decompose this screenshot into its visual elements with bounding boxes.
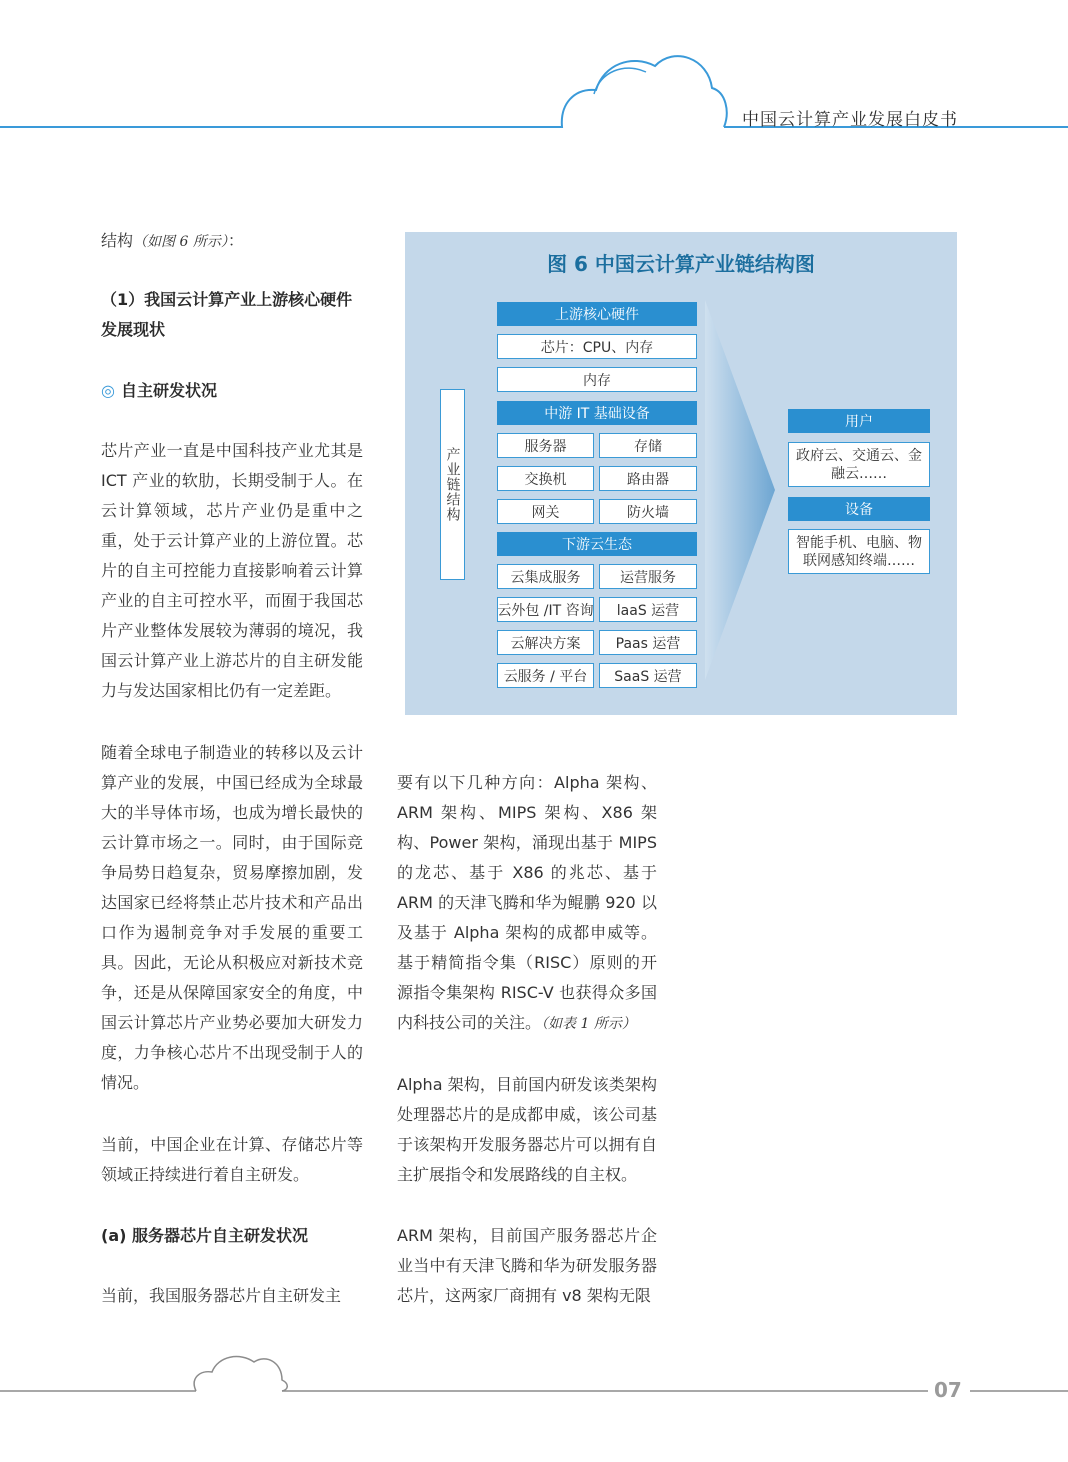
footer-cloud-decoration [0,1340,1068,1420]
header-title: 中国云计算产业发展白皮书 [742,110,958,130]
right-paragraph-2: Alpha 架构，目前国内研发该类架构处理器芯片的是成都申威，该公司基于该架构开发服务器芯片可以拥有自主扩展指令和发展路线的自主权。 [397,1075,657,1184]
midstream-item: 服务器 [497,433,594,458]
downstream-item: 运营服务 [599,564,697,589]
midstream-item: 防火墙 [599,499,697,524]
cloud-icon [0,56,727,127]
left-paragraph-2: 随着全球电子制造业的转移以及云计算产业的发展，中国已经成为全球最大的半导体市场，也成为增长最快的云计算市场之一。同时，由于国际竞争局势日趋复杂，贸易摩擦加剧，发达国家已经将禁止芯片技术和产品出口作为遏制竞争对手发展的重要工具。因此，无论从积极应对新技术竞争，还是从保障国家安全的角度，中国云计算芯片产业势必要加大研发力度，力争核心芯片不出现受制于人的情况。 [101,743,363,1092]
upstream-item: 芯片：CPU、内存 [497,334,697,359]
figure-6-industry-chain [405,232,957,715]
circle-bullet-icon: ◎ [101,381,115,400]
cloud-outline-icon [194,1357,287,1391]
downstream-item: Paas 运营 [599,630,697,655]
devices-header: 设备 [788,497,930,521]
left-paragraph-4: 当前，我国服务器芯片自主研发主 [101,1286,342,1305]
right-paragraph-1: 要有以下几种方向：Alpha 架构、ARM 架构、MIPS 架构、X86 架构、Power 架构，涌现出基于 MIPS 的龙芯、基于 X86 的兆芯、基于 ARM 的天津飞腾和华为鲲鹏 920 以及基于 Alpha 架构的成都申威等。基于精简指令集（RISC）原则的开源指令集架构 RISC-V 也获得众多国内科技公司的关注。（如表 1 所示） [397,773,657,1032]
midstream-item: 路由器 [599,466,697,491]
subsection-heading: ◎ 自主研发状况 [101,381,217,400]
midstream-header: 中游 IT 基础设备 [497,401,697,425]
downstream-item: laaS 运营 [599,597,697,622]
left-paragraph-1: 芯片产业一直是中国科技产业尤其是ICT 产业的软肋，长期受制于人。在云计算领域，芯片产业仍是重中之重，处于云计算产业的上游位置。芯片的自主可控能力直接影响着云计算产业的自主可控水平，而囿于我国芯片产业整体发展较为薄弱的境况，我国云计算产业上游芯片的自主研发能力与发达国家相比仍有一定差距。 [101,441,363,700]
side-label-industry-chain: 产业链结构 [440,389,465,580]
midstream-item: 网关 [497,499,594,524]
upstream-header: 上游核心硬件 [497,302,697,326]
devices-body: 智能手机、电脑、物联网感知终端…… [788,529,930,574]
downstream-item: 云外包 /IT 咨询 [497,597,594,622]
downstream-item: SaaS 运营 [599,663,697,688]
midstream-item: 存储 [599,433,697,458]
page-number: 07 [934,1378,962,1402]
figure-title: 图 6 中国云计算产业链结构图 [547,252,815,276]
users-header: 用户 [788,409,930,433]
downstream-header: 下游云生态 [497,532,697,556]
downstream-item: 云服务 / 平台 [497,663,594,688]
subheading-a: (a) 服务器芯片自主研发状况 [101,1226,308,1245]
upstream-item: 内存 [497,367,697,392]
intro-line: 结构（如图 6 所示）： [101,231,244,250]
left-paragraph-3: 当前，中国企业在计算、存储芯片等领域正持续进行着自主研发。 [101,1135,363,1184]
section-heading: （1）我国云计算产业上游核心硬件 发展现状 [101,290,353,339]
table-reference-note: （如表 1 所示） [541,1016,636,1032]
figure-reference-note: （如图 6 所示） [133,234,228,250]
users-body: 政府云、交通云、金融云…… [788,442,930,487]
downstream-item: 云解决方案 [497,630,594,655]
downstream-item: 云集成服务 [497,564,594,589]
right-paragraph-3: ARM 架构，目前国产服务器芯片企业当中有天津飞腾和华为研发服务器芯片，这两家厂商拥有 v8 架构无限 [397,1226,657,1305]
midstream-item: 交换机 [497,466,594,491]
